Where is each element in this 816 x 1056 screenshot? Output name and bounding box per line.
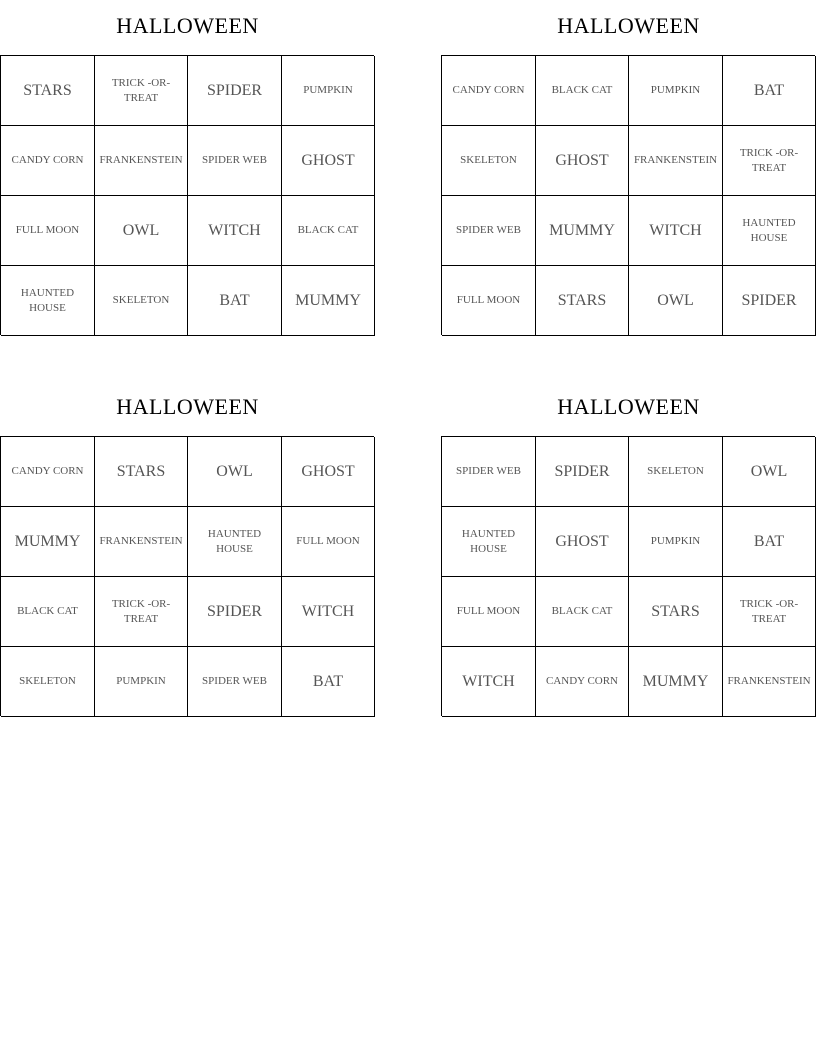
bingo-cell: FULL MOON (282, 507, 375, 577)
bingo-cell: SPIDER (536, 437, 629, 507)
bingo-cell: STARS (536, 266, 629, 336)
card-title: HALLOWEEN (557, 13, 700, 38)
bingo-cell: PUMPKIN (282, 56, 375, 126)
card-title: HALLOWEEN (116, 394, 259, 419)
bingo-cell: BLACK CAT (282, 196, 375, 266)
bingo-cell: BAT (282, 647, 375, 717)
bingo-grid (441, 55, 815, 335)
bingo-cell: BAT (723, 56, 816, 126)
bingo-cell: BLACK CAT (536, 56, 629, 126)
bingo-grid (0, 55, 374, 335)
bingo-cell: FULL MOON (442, 266, 536, 336)
bingo-cell: HAUNTED HOUSE (442, 507, 536, 577)
bingo-cell: WITCH (188, 196, 282, 266)
bingo-cell: OWL (723, 437, 816, 507)
bingo-cell: TRICK -OR-TREAT (723, 577, 816, 647)
bingo-cell: TRICK -OR-TREAT (723, 126, 816, 196)
bingo-cell: HAUNTED HOUSE (1, 266, 95, 336)
bingo-cell: FULL MOON (442, 577, 536, 647)
bingo-cell: SPIDER (188, 56, 282, 126)
bingo-cell: FRANKENSTEIN (629, 126, 723, 196)
bingo-cell: BAT (723, 507, 816, 577)
bingo-cell: CANDY CORN (442, 56, 536, 126)
bingo-cell: GHOST (282, 437, 375, 507)
card-title: HALLOWEEN (557, 394, 700, 419)
bingo-cell: SPIDER (723, 266, 816, 336)
bingo-cell: GHOST (282, 126, 375, 196)
bingo-cell: STARS (1, 56, 95, 126)
bingo-cell: GHOST (536, 126, 629, 196)
bingo-cell: MUMMY (282, 266, 375, 336)
bingo-cell: HAUNTED HOUSE (723, 196, 816, 266)
bingo-cell: WITCH (629, 196, 723, 266)
bingo-cell: PUMPKIN (629, 56, 723, 126)
bingo-cell: FRANKENSTEIN (95, 507, 188, 577)
bingo-cell: TRICK -OR-TREAT (95, 56, 188, 126)
bingo-cell: BLACK CAT (536, 577, 629, 647)
bingo-cell: STARS (95, 437, 188, 507)
bingo-cell: SPIDER WEB (188, 126, 282, 196)
bingo-cell: STARS (629, 577, 723, 647)
bingo-cell: SKELETON (629, 437, 723, 507)
bingo-cell: GHOST (536, 507, 629, 577)
bingo-cell: SPIDER (188, 577, 282, 647)
bingo-cell: TRICK -OR-TREAT (95, 577, 188, 647)
bingo-cell: BAT (188, 266, 282, 336)
bingo-grid (441, 436, 815, 716)
bingo-cell: PUMPKIN (95, 647, 188, 717)
bingo-cell: HAUNTED HOUSE (188, 507, 282, 577)
bingo-cell: FRANKENSTEIN (723, 647, 816, 717)
bingo-cell: CANDY CORN (1, 437, 95, 507)
bingo-cell: SKELETON (1, 647, 95, 717)
bingo-cell: CANDY CORN (536, 647, 629, 717)
bingo-cell: MUMMY (536, 196, 629, 266)
bingo-cell: OWL (95, 196, 188, 266)
bingo-cell: SPIDER WEB (442, 437, 536, 507)
bingo-grid (0, 436, 374, 716)
bingo-cell: WITCH (442, 647, 536, 717)
bingo-cell: WITCH (282, 577, 375, 647)
bingo-cell: SPIDER WEB (188, 647, 282, 717)
bingo-cell: PUMPKIN (629, 507, 723, 577)
bingo-cell: CANDY CORN (1, 126, 95, 196)
bingo-cell: MUMMY (629, 647, 723, 717)
bingo-cell: SPIDER WEB (442, 196, 536, 266)
bingo-cell: FRANKENSTEIN (95, 126, 188, 196)
bingo-cell: FULL MOON (1, 196, 95, 266)
card-title: HALLOWEEN (116, 13, 259, 38)
bingo-cell: OWL (629, 266, 723, 336)
bingo-cell: OWL (188, 437, 282, 507)
bingo-cell: SKELETON (95, 266, 188, 336)
bingo-cell: SKELETON (442, 126, 536, 196)
bingo-cell: BLACK CAT (1, 577, 95, 647)
bingo-cell: MUMMY (1, 507, 95, 577)
